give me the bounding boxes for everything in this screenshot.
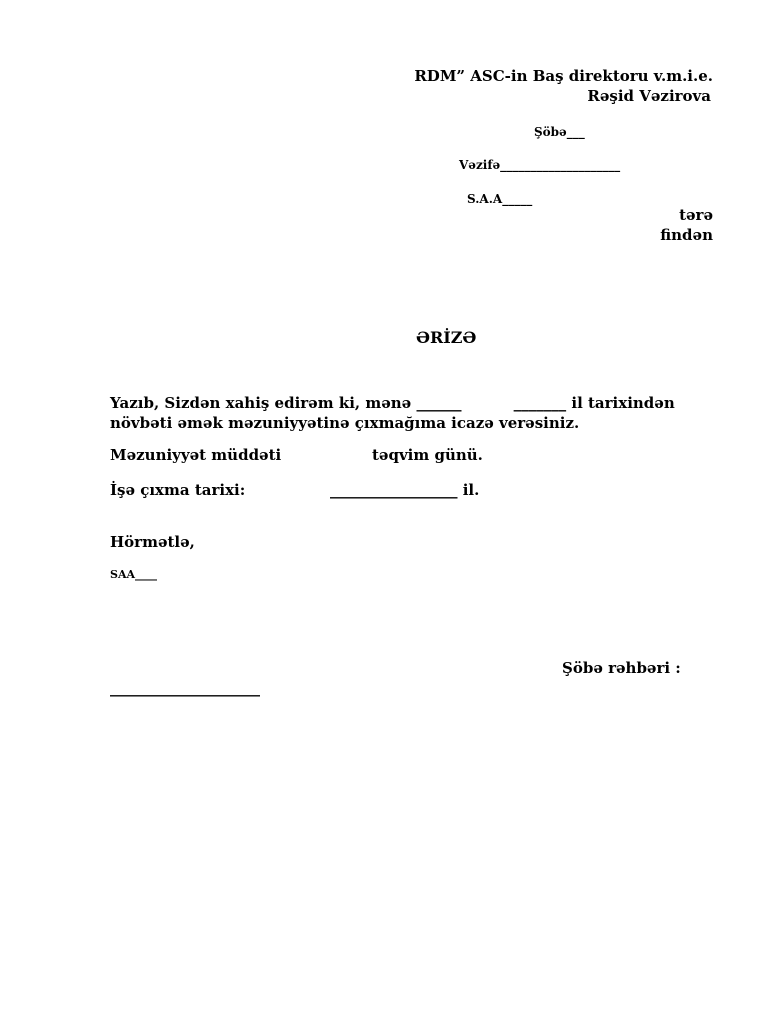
request-line-1: Yazıb, Sizdən xahiş edirəm ki, mənə ______ _______ il tarixindən xyxy=(110,394,675,412)
signature-line: ____________________ xyxy=(110,679,260,697)
department-field: Şöbə___ xyxy=(534,125,585,139)
regards-text: Hörmətlə, xyxy=(110,533,195,551)
head-of-department-label: Şöbə rəhbəri : xyxy=(562,659,681,677)
duration-unit: təqvim günü. xyxy=(372,446,483,464)
addressee-line-1: RDM” ASC-in Baş direktoru v.m.i.e. xyxy=(414,67,713,85)
document-title: ƏRİZƏ xyxy=(416,328,477,347)
addressee-line-2: Rəşid Vəzirova xyxy=(587,87,711,105)
from-line-2: findən xyxy=(660,226,713,244)
duration-label: Məzuniyyət müddəti xyxy=(110,446,282,464)
full-name-field: S.A.A_____ xyxy=(467,192,533,206)
position-field: Vəzifə____________________ xyxy=(459,158,621,172)
return-date-label: İşə çıxma tarixi: xyxy=(110,481,246,499)
from-line-1: tərə xyxy=(679,206,713,224)
return-date-blank: _________________ il. xyxy=(330,481,480,499)
signature-name: SAA____ xyxy=(110,568,158,581)
request-line-2: növbəti əmək məzuniyyətinə çıxmağıma icazə verəsiniz. xyxy=(110,414,580,432)
